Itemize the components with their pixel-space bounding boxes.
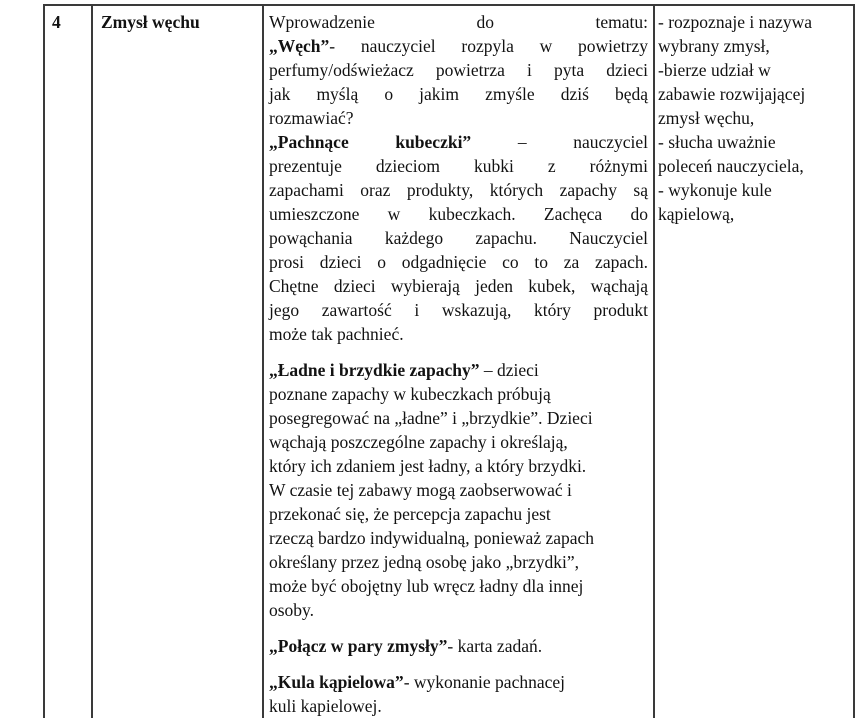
activity-paragraph [269, 130, 648, 346]
text-line [269, 106, 648, 130]
activity-text: - nauczyciel rozpyla w powietrzy [329, 36, 648, 56]
row-number: 4 [52, 12, 61, 32]
text-line: kąpielową, [658, 204, 735, 224]
activity-paragraph [269, 670, 648, 718]
outcome-item [658, 178, 849, 226]
activity-text: osoby. [269, 600, 315, 620]
activity-text: prezentuje dzieciom kubki z różnymi [269, 156, 648, 176]
text-line [269, 178, 648, 202]
text-line [269, 274, 648, 298]
text-line [269, 10, 648, 34]
activity-text: Wprowadzenie do tematu: [269, 12, 648, 32]
activity-text: kuli kapielowej. [269, 696, 382, 716]
text-line [269, 298, 648, 322]
text-line [269, 130, 648, 154]
text-line [269, 250, 648, 274]
text-line [269, 478, 648, 502]
text-line: - wykonuje kule [658, 180, 772, 200]
text-line [269, 382, 648, 406]
activity-text: poznane zapachy w kubeczkach próbują [269, 384, 551, 404]
text-line: - słucha uważnie [658, 132, 776, 152]
lesson-plan-table-row [43, 4, 855, 718]
text-line [269, 526, 648, 550]
text-line [269, 358, 648, 382]
activities-cell [264, 6, 655, 718]
activity-text: który ich zdaniem jest ładny, a który brzydki. [269, 456, 587, 476]
activity-paragraph [269, 358, 648, 622]
text-line [269, 58, 648, 82]
text-line [269, 154, 648, 178]
activity-text: rzeczą bardzo indywidualną, ponieważ zapach [269, 528, 595, 548]
activity-text: - karta zadań. [447, 636, 543, 656]
activity-text: umieszczone w kubeczkach. Zachęca do [269, 204, 648, 224]
activity-text: jak myślą o jakim zmyśle dziś będą [269, 84, 648, 104]
text-line: zmysł węchu, [658, 108, 755, 128]
topic-cell [93, 6, 264, 718]
text-line: wybrany zmysł, [658, 36, 770, 56]
text-line: -bierze udział w [658, 60, 771, 80]
outcome-item [658, 10, 849, 58]
text-line [269, 502, 648, 526]
activity-text: wąchają poszczególne zapachy i określają, [269, 432, 568, 452]
text-line [269, 430, 648, 454]
activity-paragraph [269, 634, 648, 658]
activity-text: – nauczyciel [471, 132, 648, 152]
activity-paragraph [269, 10, 648, 130]
activity-text: określany przez jedną osobę jako „brzydki”, [269, 552, 580, 572]
text-line: poleceń nauczyciela, [658, 156, 804, 176]
topic-title: Zmysł węchu [101, 12, 200, 32]
text-line [269, 322, 648, 346]
text-line [269, 634, 648, 658]
outcomes-cell [655, 6, 855, 718]
activity-title: „Połącz w pary zmysły” [269, 636, 448, 656]
activity-text: W czasie tej zabawy mogą zaobserwować i [269, 480, 572, 500]
text-line: zabawie rozwijającej [658, 84, 806, 104]
activity-text: - wykonanie pachnacej [403, 672, 565, 692]
text-line [269, 598, 648, 622]
text-line [269, 694, 648, 718]
text-line [269, 202, 648, 226]
activity-text: posegregować na „ładne” i „brzydkie”. Dzieci [269, 408, 593, 428]
activity-text: może być obojętny lub wręcz ładny dla innej [269, 576, 584, 596]
activity-text: przekonać się, że percepcja zapachu jest [269, 504, 551, 524]
activity-text: jego zawartość i wskazują, który produkt [269, 300, 648, 320]
activity-text: Chętne dzieci wybierają jeden kubek, wąchają [269, 276, 648, 296]
text-line [269, 406, 648, 430]
activity-text: rozmawiać? [269, 108, 354, 128]
text-line [269, 226, 648, 250]
text-line [269, 550, 648, 574]
outcome-item [658, 58, 849, 130]
activity-title: „Ładne i brzydkie zapachy” [269, 360, 480, 380]
row-number-cell [45, 6, 93, 718]
activity-text: powąchania każdego zapachu. Nauczyciel [269, 228, 648, 248]
outcome-item [658, 130, 849, 178]
activity-title: „Pachnące kubeczki” [269, 132, 472, 152]
text-line [269, 670, 648, 694]
activity-text: perfumy/odświeżacz powietrza i pyta dzieci [269, 60, 648, 80]
text-line [269, 574, 648, 598]
text-line [269, 82, 648, 106]
activity-text: prosi dzieci o odgadnięcie co to za zapach. [269, 252, 648, 272]
text-line [269, 34, 648, 58]
activity-title: „Kula kąpielowa” [269, 672, 404, 692]
activity-text: może tak pachnieć. [269, 324, 404, 344]
activity-title: „Węch” [269, 36, 330, 56]
text-line: - rozpoznaje i nazywa [658, 12, 813, 32]
activity-text: – dzieci [479, 360, 539, 380]
text-line [269, 454, 648, 478]
activity-text: zapachami oraz produkty, których zapachy są [269, 180, 648, 200]
